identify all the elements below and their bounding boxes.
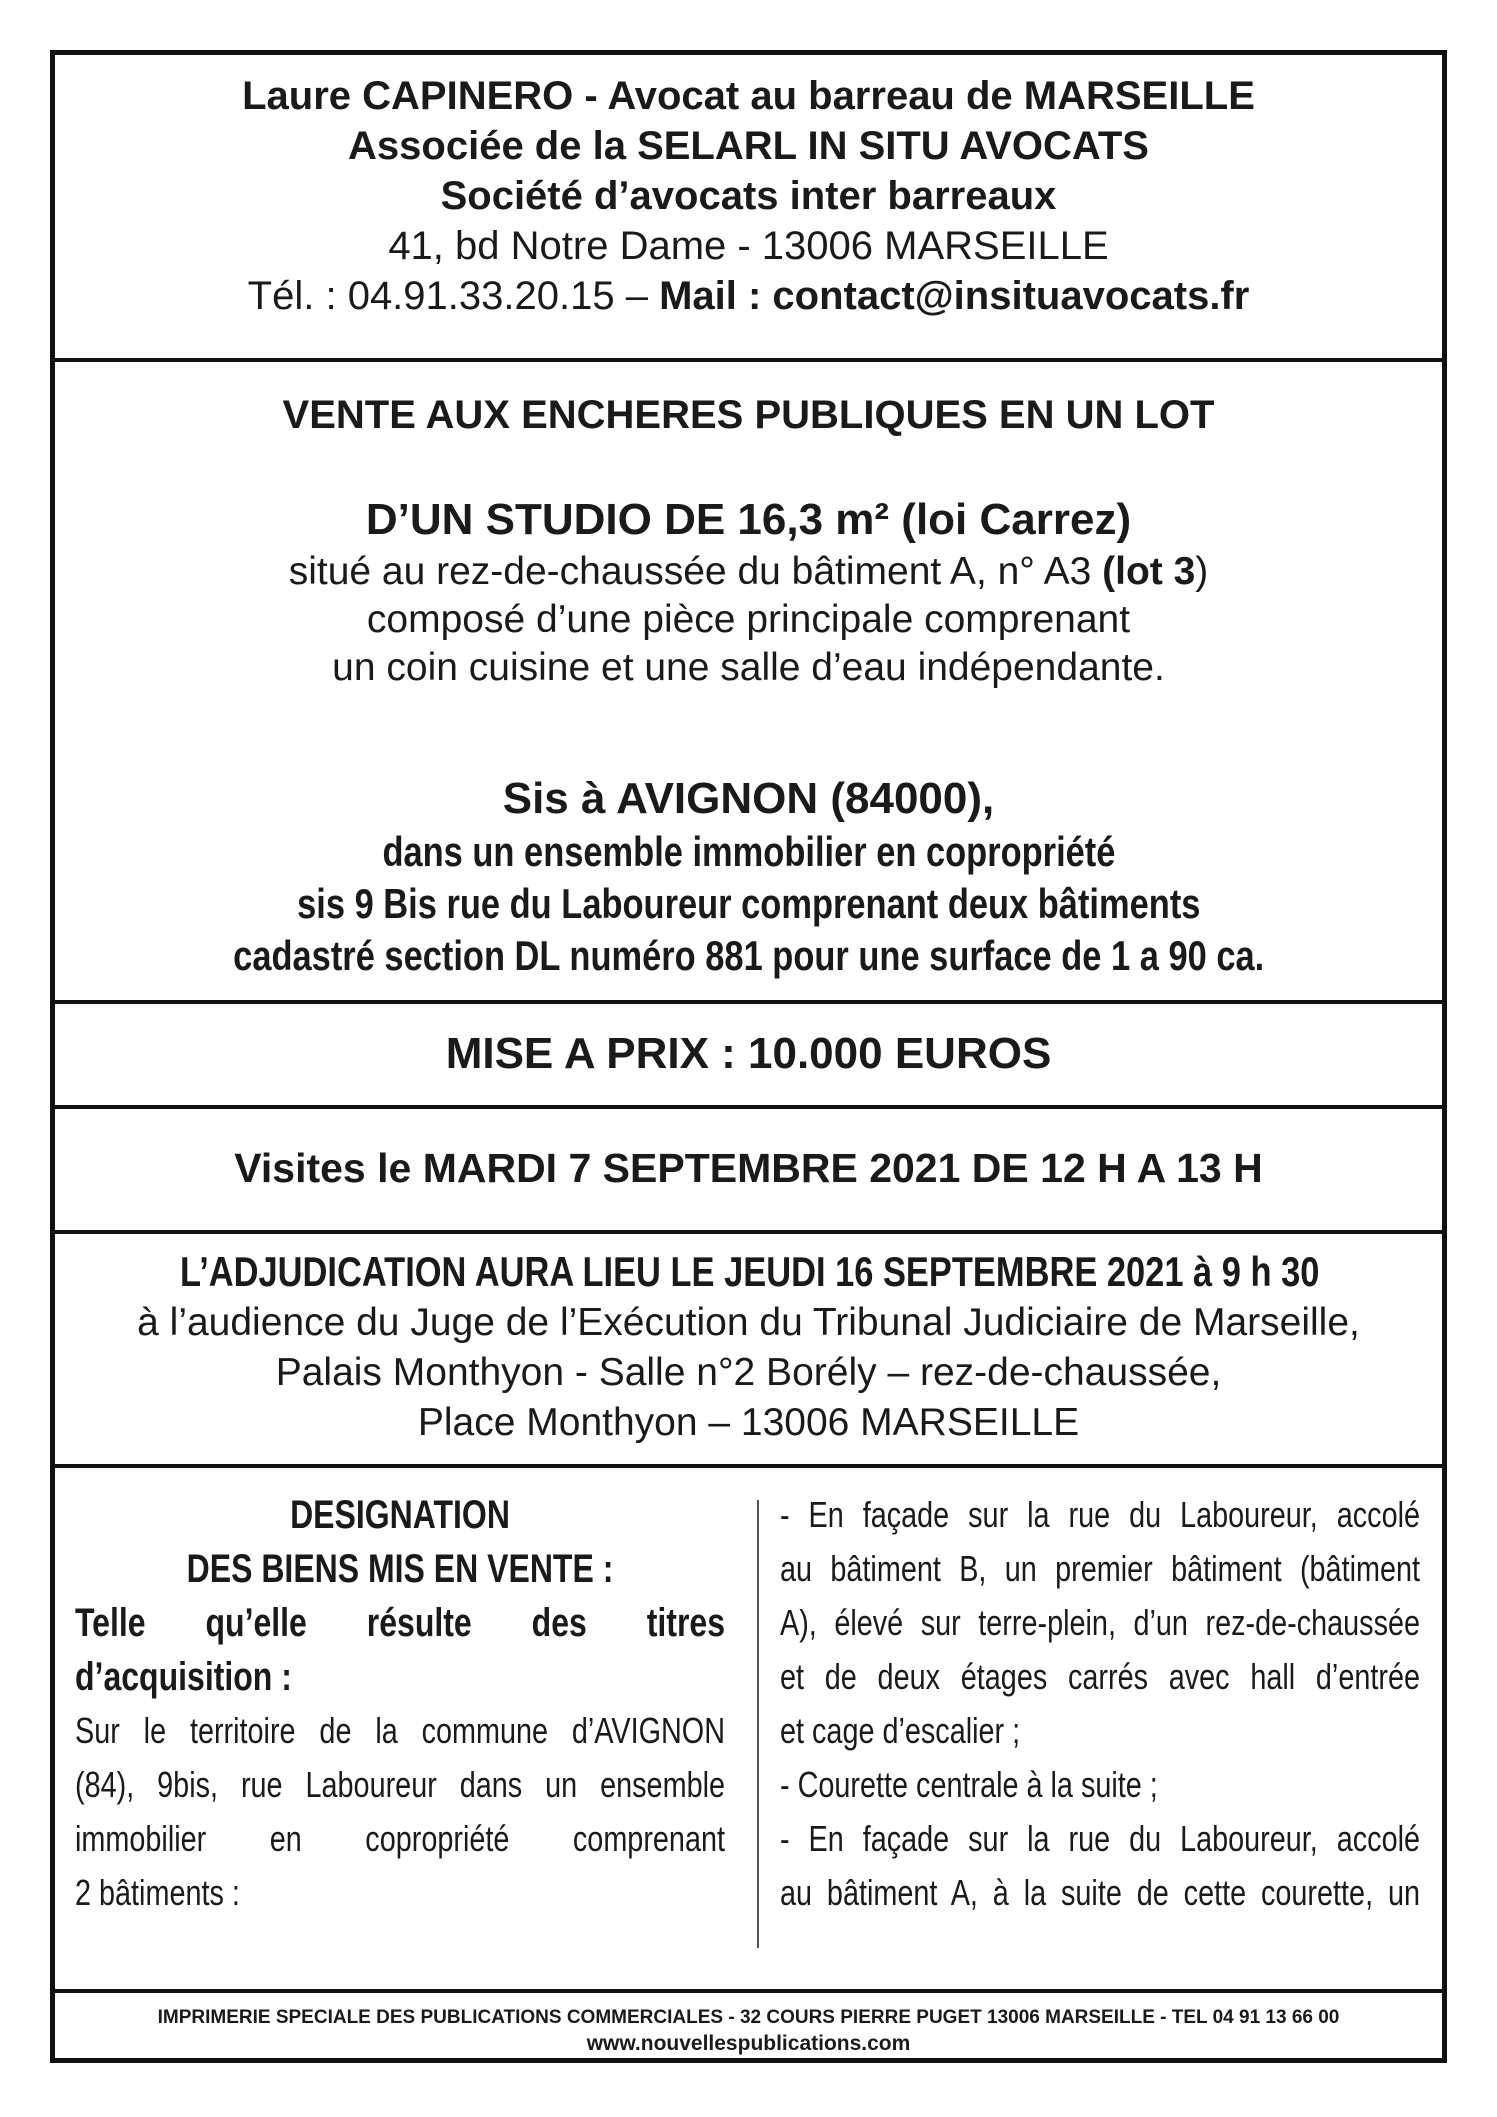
right-line-6: - En façade sur la rue du Laboureur, accolé [780,1818,1420,1859]
right-line-0: - En façade sur la rue du Laboureur, accolé [780,1494,1420,1535]
right-line-2: A), élevé sur terre-plein, d’un rez-de-chaussée [780,1602,1420,1643]
street-line [55,878,1442,930]
lot-close: ) [1195,550,1209,593]
lot-number: (lot 3 [1102,550,1196,593]
right-line-1: au bâtiment B, un premier bâtiment (bâtiment [780,1548,1420,1589]
visits-section [55,1105,1442,1230]
composition-line-1: composé d’une pièce principale comprenant [366,598,1131,641]
phone-text: Tél. : 04.91.33.20.15 – [247,274,660,318]
designation-telle-1: Telle qu’elle résulte des titres [75,1601,725,1645]
cadastre-text: cadastré section DL numéro 881 pour une surface de 1 a 90 ca. [232,932,1265,979]
sale-subtitle: D’UN STUDIO DE 16,3 m² (loi Carrez) [365,495,1132,544]
studio-location [55,548,1442,596]
left-line-1: (84), 9bis, rue Laboureur dans un ensemble [75,1764,725,1805]
sale-section [55,358,1442,1000]
right-line-5: - Courette centrale à la suite ; [780,1764,1158,1805]
right-line-4: et cage d’escalier ; [780,1710,1021,1751]
designation-telle-2: d’acquisition : [75,1655,292,1699]
firm-type: Société d’avocats inter barreaux [440,174,1057,218]
court-line-3: Place Monthyon – 13006 MARSEILLE [417,1401,1080,1444]
court-line-2: Palais Monthyon - Salle n°2 Borély – rez-de-chaussée, [275,1351,1222,1394]
lawyer-header [55,71,1442,321]
adjudication-title-text: L’ADJUDICATION AURA LIEU LE JEUDI 16 SEPTEMBRE 2021 à 9 h 30 [180,1248,1320,1295]
visits-date: Visites le MARDI 7 SEPTEMBRE 2021 DE 12 H A 13 H [234,1145,1263,1191]
firm-address: 41, bd Notre Dame - 13006 MARSEILLE [388,224,1109,268]
firm-name: Associée de la SELARL IN SITU AVOCATS [348,124,1149,168]
court-line-1: à l’audience du Juge de l’Exécution du Tribunal Judiciaire de Marseille, [137,1301,1360,1344]
right-line-7: au bâtiment A, à la suite de cette courette, un [780,1872,1420,1913]
ensemble-text: dans un ensemble immobilier en copropriété [382,828,1115,875]
street-text: sis 9 Bis rue du Laboureur comprenant deux bâtiments [296,880,1201,927]
sale-title: VENTE AUX ENCHERES PUBLIQUES EN UN LOT [282,393,1215,437]
adjudication-section [55,1230,1442,1464]
composition-line-2: un coin cuisine et une salle d’eau indépendante. [332,646,1165,689]
left-line-0: Sur le territoire de la commune d’AVIGNON [75,1710,725,1751]
left-line-3: 2 bâtiments : [75,1872,240,1913]
starting-price: MISE A PRIX : 10.000 EUROS [445,1029,1052,1078]
right-line-3: et de deux étages carrés avec hall d’entrée [780,1656,1420,1697]
notice-frame [50,50,1447,2063]
designation-heading-2: DES BIENS MIS EN VENTE : [186,1547,614,1591]
ensemble-line [55,826,1442,878]
printer-info: IMPRIMERIE SPECIALE DES PUBLICATIONS COMMERCIALES - 32 COURS PIERRE PUGET 13006 MARSEILLE - TEL 04 91 13 66 00 [157,2007,1340,2028]
adjudication-title [55,1246,1442,1298]
cadastre-line [55,930,1442,982]
price-section [55,1000,1442,1105]
lawyer-name: Laure CAPINERO - Avocat au barreau de MARSEILLE [242,74,1255,118]
location-text: situé au rez-de-chaussée du bâtiment A, n° A3 [288,550,1103,593]
city-line: Sis à AVIGNON (84000), [502,774,995,823]
designation-heading-1: DESIGNATION [290,1493,510,1537]
contact-line [55,271,1442,321]
designation-section [55,1464,1442,1989]
column-divider [757,1500,759,1948]
email-link[interactable]: Mail : contact@insituavocats.fr [659,274,1250,318]
designation-left-column [75,1488,725,1920]
left-line-2: immobilier en copropriété comprenant [75,1818,725,1859]
printer-website[interactable]: www.nouvellespublications.com [586,2032,911,2055]
printer-footer [55,1989,1442,2059]
designation-right-column [780,1488,1420,1920]
